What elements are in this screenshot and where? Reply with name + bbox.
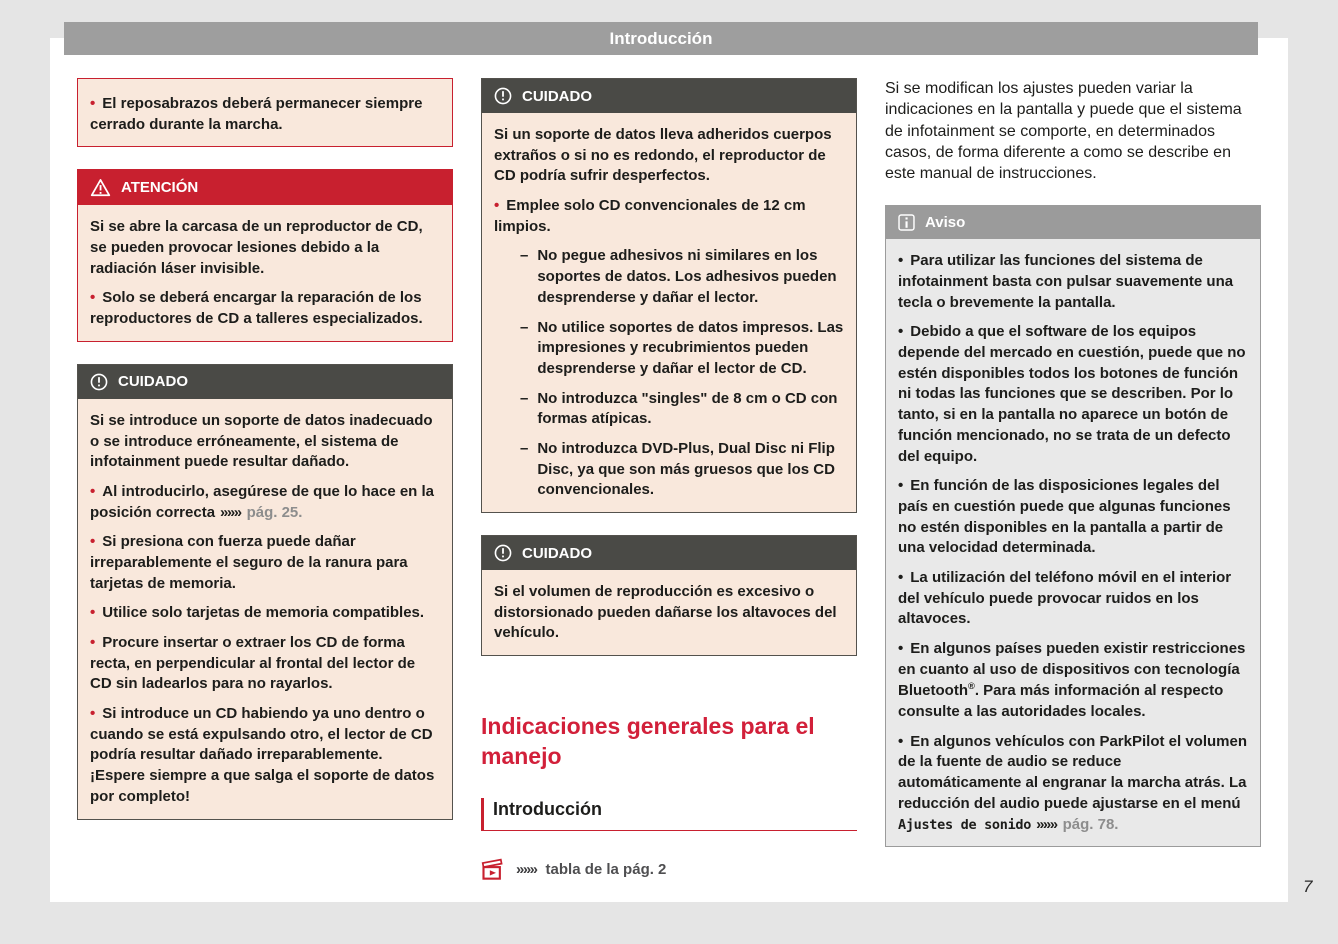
bullet-text: En algunos vehículos con ParkPilot el volumen de la fuente de audio se reduce automáticamente al engranar la marcha atrás. La reducción del audio puede ajustarse en el menú: [898, 732, 1248, 812]
bullet-text: . Para más información al respecto consulte a las autoridades locales.: [898, 682, 1224, 721]
alert-circle-icon: [494, 87, 512, 105]
cuidado-bullet-item: [90, 704, 440, 807]
bullet-icon: •: [898, 568, 904, 586]
bullet-text: Procure insertar o extraer los CD de forma recta, en perpendicular al frontal del lector de CD sin ladearlos para no rayarlos.: [90, 634, 416, 693]
aviso-bullet-item: [898, 322, 1248, 467]
cuidado-dash-item: [494, 439, 844, 501]
bullet-icon: •: [90, 604, 96, 622]
bullet-text: En algunos países pueden existir restricciones en cuanto al uso de dispositivos con tecnología Bluetooth: [898, 640, 1246, 700]
middle-column: [481, 78, 857, 882]
bullet-text: Utilice solo tarjetas de memoria compatibles.: [102, 604, 425, 622]
atencion-box: [77, 169, 453, 341]
cuidado-header: [482, 536, 856, 570]
aviso-box: [885, 205, 1261, 847]
alert-circle-icon: [90, 373, 108, 391]
cuidado-bullet-item: [90, 633, 440, 695]
reference-arrows: »»»: [220, 503, 241, 521]
registered-trademark-symbol: ®: [967, 681, 975, 692]
bullet-icon: •: [898, 732, 904, 750]
atencion-bullet-text: Solo se deberá encargar la reparación de los reproductores de CD a talleres especializados.: [90, 289, 423, 328]
reference-arrows: »»»: [1036, 815, 1057, 833]
aviso-bullet-item: [898, 476, 1248, 559]
bullet-icon: •: [90, 705, 96, 723]
bullet-icon: •: [90, 95, 96, 112]
aviso-bullet-item: [898, 639, 1248, 723]
reference-arrows: »»»: [516, 861, 537, 879]
bullet-text: Si introduce un CD habiendo ya uno dentro o cuando se está expulsando otro, el lector de CD podría resultar dañado irreparablemente. ¡Espere siempre a que salga el soporte de datos por completo!: [90, 705, 435, 805]
bullet-icon: •: [90, 634, 96, 651]
bullet-text: Debido a que el software de los equipos depende del mercado en cuestión, puede que no estén disponibles todos los botones de función ni todas las funciones que se describen. Por lo tanto, si en la pantalla no aparece un botón de función mencionado, no se trata de un defecto del equipo.: [898, 323, 1246, 465]
menu-name-text: Ajustes de sonido: [898, 816, 1032, 833]
dash-text: No introduzca "singles" de 8 cm o CD con formas atípicas.: [537, 389, 838, 428]
bullet-icon: •: [90, 533, 96, 551]
cuidado-box-middle-1: [481, 78, 857, 513]
table-reference-link[interactable]: tabla de la pág. 2: [545, 861, 667, 879]
cuidado-header: [78, 365, 452, 399]
dash-icon: –: [520, 247, 529, 265]
note-text: El reposabrazos deberá permanecer siempre cerrado durante la marcha.: [90, 95, 423, 133]
cuidado-bullet-item: [90, 482, 440, 523]
bullet-text: Al introducirlo, asegúrese de que lo hace en la posición correcta: [90, 482, 435, 521]
cuidado-title: CUIDADO: [522, 87, 592, 105]
subsection-heading: [481, 798, 857, 831]
atencion-bullet-item: [90, 288, 440, 329]
info-square-icon: [898, 214, 915, 231]
bullet-icon: •: [494, 197, 500, 215]
dash-text: No utilice soportes de datos impresos. Las impresiones y recubrimientos pueden desprenderse y dañar el lector de CD.: [537, 318, 844, 377]
bullet-icon: •: [90, 289, 96, 307]
cuidado-dash-item: [494, 318, 844, 380]
cuidado-bullet-item: [90, 603, 440, 624]
bullet-icon: •: [90, 482, 96, 500]
aviso-bullet-item: [898, 251, 1248, 313]
left-column: [77, 78, 453, 882]
page-reference-link[interactable]: pág. 25.: [246, 503, 303, 521]
page-reference-link[interactable]: pág. 78.: [1062, 815, 1119, 833]
bullet-text: Para utilizar las funciones del sistema de infotainment basta con pulsar suavemente una tecla o brevemente la pantalla.: [898, 252, 1234, 311]
bullet-text: Emplee solo CD convencionales de 12 cm limpios.: [494, 197, 806, 235]
intro-paragraph: Si se modifican los ajustes pueden variar la indicaciones en la pantalla y puede que el sistema de infotainment se comporte, en determinados casos, de forma diferente a como se describe en este manual de instrucciones.: [885, 80, 1242, 183]
right-column: [885, 78, 1261, 882]
page-header-title: Introducción: [609, 28, 713, 48]
note-item: [90, 94, 440, 135]
bullet-icon: •: [898, 477, 904, 495]
cuidado-dash-item: [494, 246, 844, 308]
dash-text: No introduzca DVD-Plus, Dual Disc ni Flip Disc, ya que son más gruesos que los CD convencionales.: [537, 439, 835, 499]
cuidado-box-middle-2: [481, 535, 857, 656]
manual-page: [50, 38, 1288, 902]
bullet-icon: •: [898, 252, 904, 270]
bullet-text: La utilización del teléfono móvil en el interior del vehículo puede provocar ruidos en los altavoces.: [898, 568, 1232, 628]
cuidado-intro: Si un soporte de datos lleva adheridos cuerpos extraños o si no es redondo, el reproductor de CD podría sufrir desperfectos.: [494, 126, 832, 185]
aviso-title: Aviso: [925, 214, 966, 232]
dash-icon: –: [520, 389, 529, 407]
warning-triangle-icon: [90, 178, 111, 197]
bullet-text: En función de las disposiciones legales del país en cuestión puede que algunas funciones no estén disponibles en la pantalla a partir de una velocidad determinada.: [898, 477, 1231, 557]
cuidado-header: [482, 79, 856, 113]
film-clapper-icon: [481, 858, 506, 882]
warning-note-box: [77, 78, 453, 147]
dash-icon: –: [520, 318, 529, 336]
section-title: Indicaciones generales para el manejo: [481, 713, 815, 769]
alert-circle-icon: [494, 544, 512, 562]
bullet-text: Si presiona con fuerza puede dañar irreparablemente el seguro de la ranura para tarjetas de memoria.: [90, 533, 408, 592]
subsection-title: Introducción: [493, 798, 602, 819]
dash-icon: –: [520, 439, 529, 457]
cuidado-bullet-item: [494, 196, 844, 237]
video-reference-row: [481, 858, 857, 882]
cuidado-bullet-item: [90, 532, 440, 594]
bullet-icon: •: [898, 323, 904, 341]
aviso-header: [886, 206, 1260, 239]
atencion-intro: Si se abre la carcasa de un reproductor de CD, se pueden provocar lesiones debido a la radiación láser invisible.: [90, 218, 423, 277]
cuidado-box-left: [77, 364, 453, 820]
atencion-title: ATENCIÓN: [121, 179, 199, 197]
cuidado-title: CUIDADO: [522, 544, 592, 562]
atencion-header: [78, 170, 452, 205]
content-columns: [77, 78, 1261, 882]
page-header-bar: [64, 22, 1258, 55]
dash-text: No pegue adhesivos ni similares en los soportes de datos. Los adhesivos pueden desprenderse y dañar el lector.: [537, 247, 837, 306]
page-number: 7: [1303, 877, 1313, 896]
aviso-bullet-item: [898, 732, 1248, 835]
cuidado-title: CUIDADO: [118, 373, 188, 391]
cuidado-intro: Si el volumen de reproducción es excesivo o distorsionado pueden dañarse los altavoces del vehículo.: [494, 583, 837, 642]
aviso-bullet-item: [898, 568, 1248, 630]
bullet-icon: •: [898, 640, 904, 658]
cuidado-intro: Si se introduce un soporte de datos inadecuado o se introduce erróneamente, el sistema de infotainment puede resultar dañado.: [90, 411, 433, 471]
cuidado-dash-item: [494, 389, 844, 430]
